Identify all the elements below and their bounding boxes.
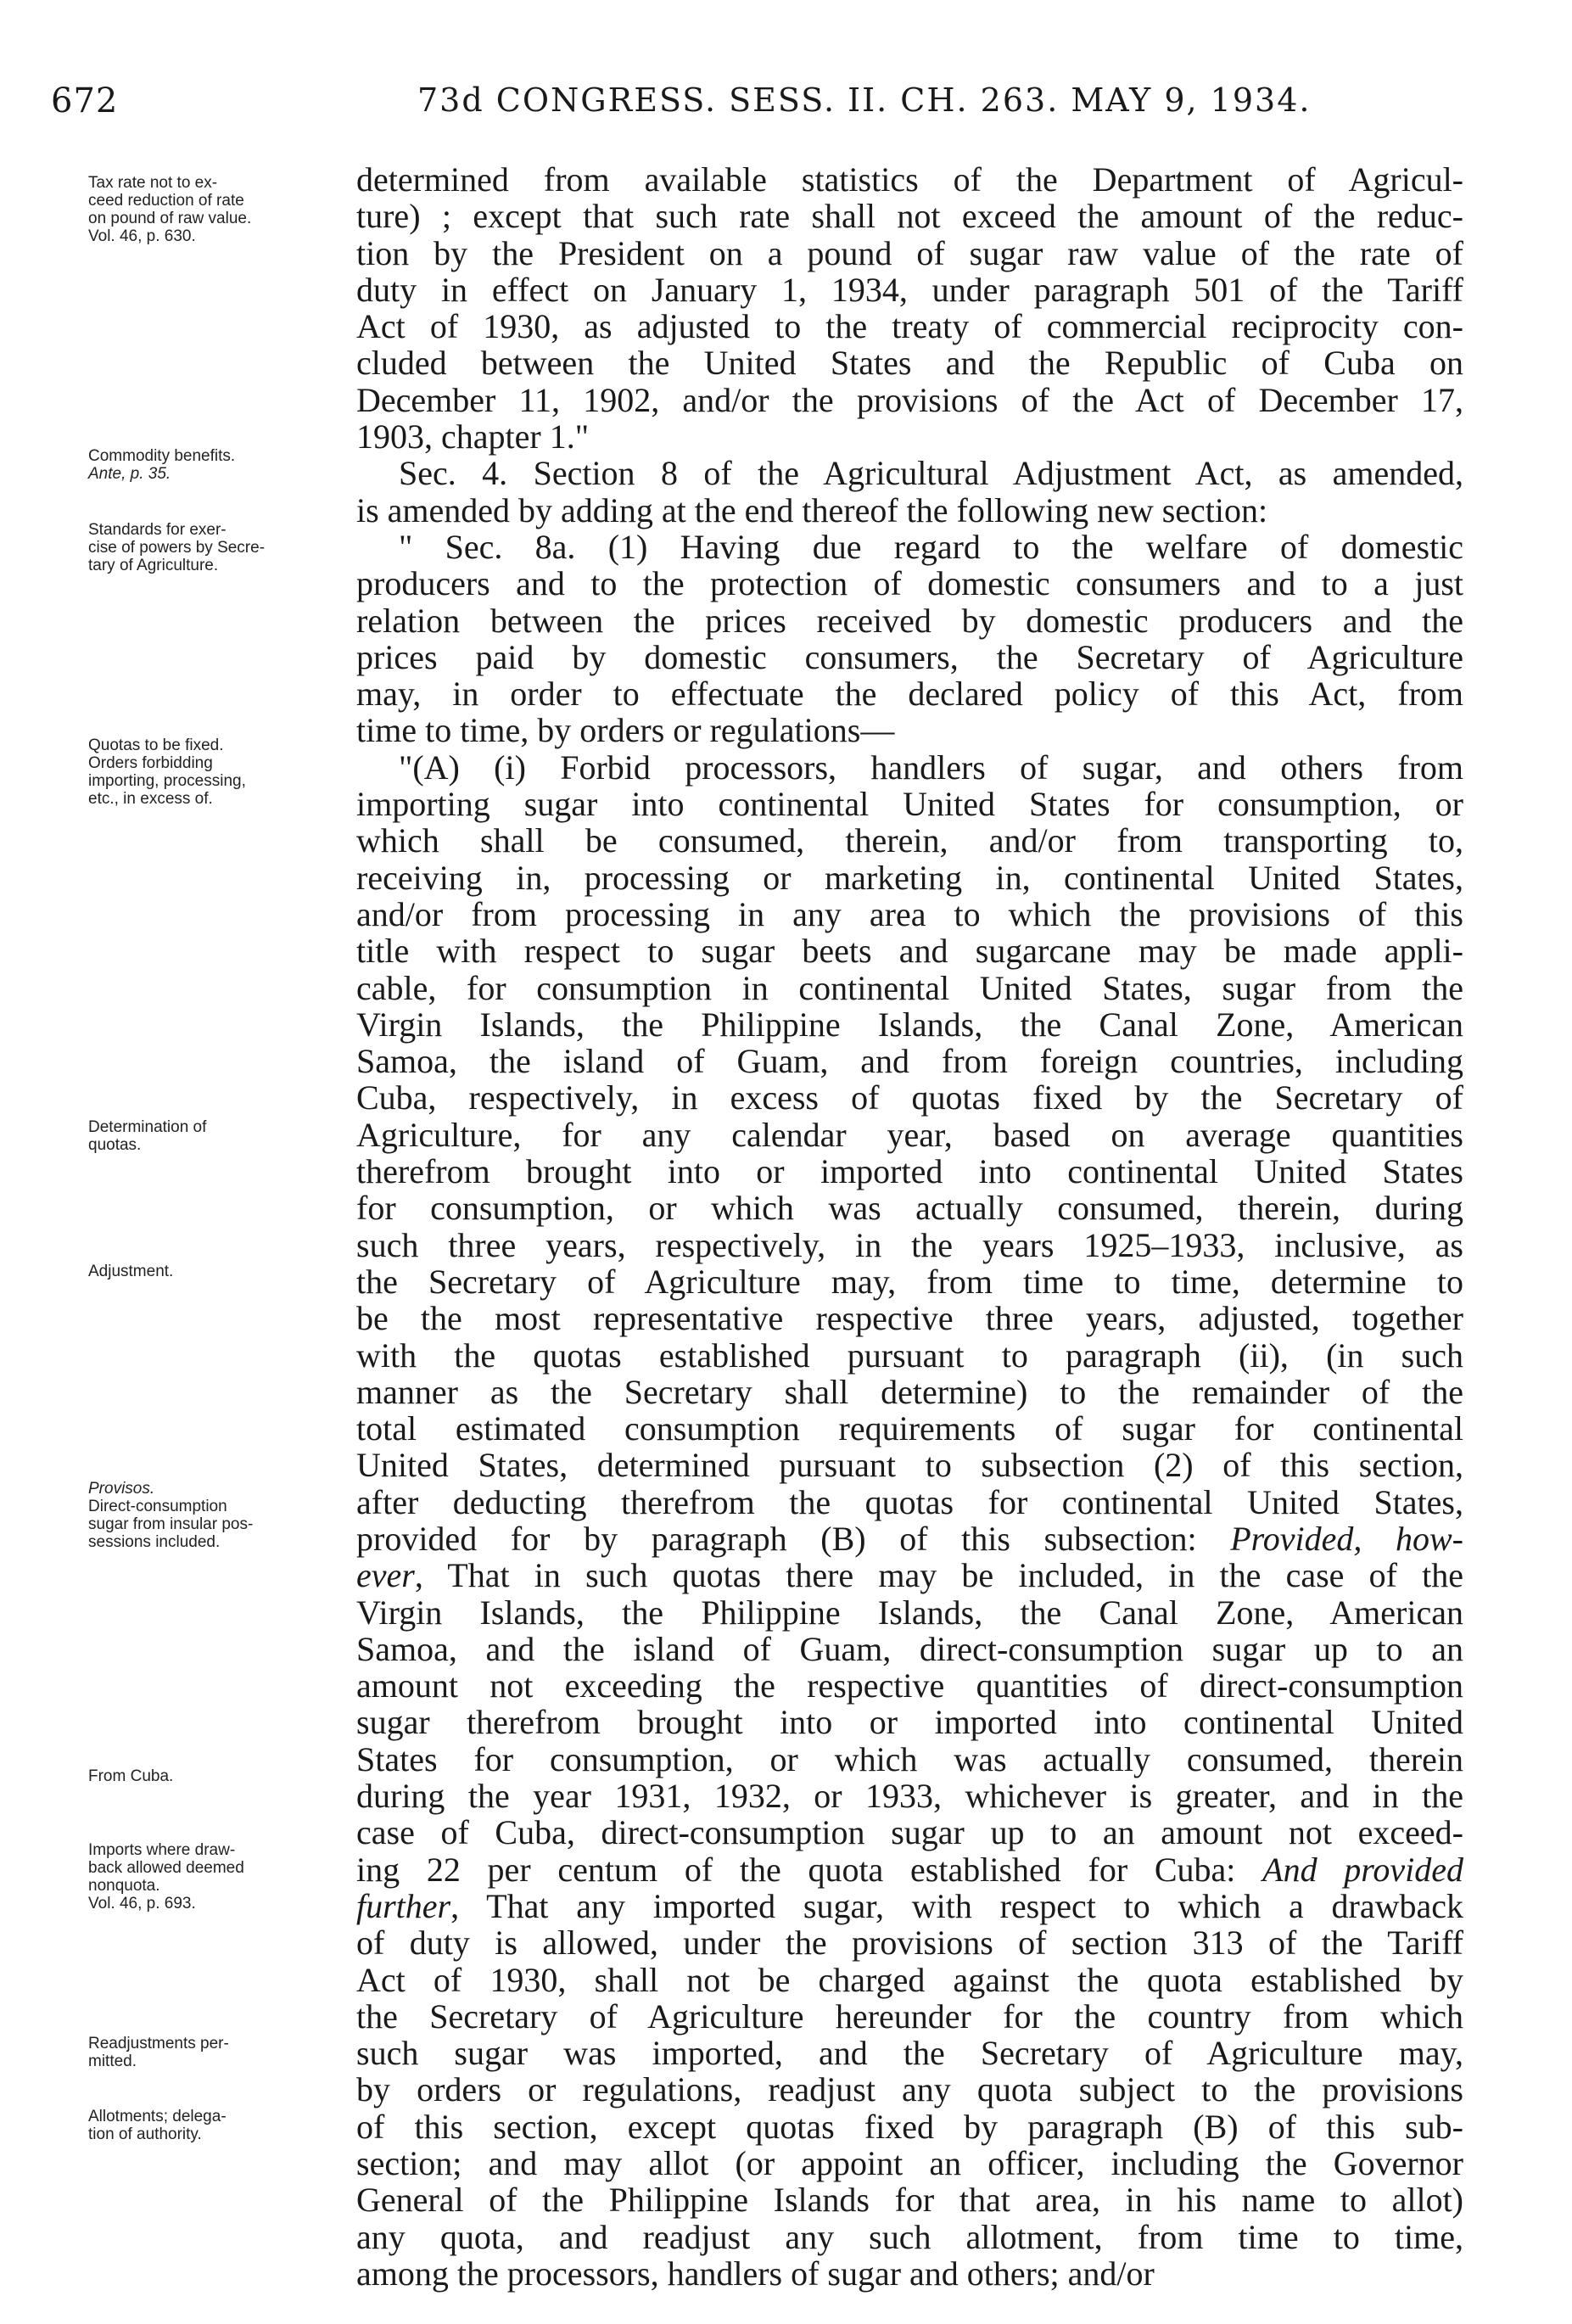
text-line: December 11, 1902, and/or the provisions of the Act of December 17,	[356, 380, 1463, 419]
text-line: after deducting therefrom the quotas for continental United States,	[356, 1482, 1463, 1521]
text-line: receiving in, processing or marketing in, continental United States,	[356, 858, 1463, 897]
margin-note-commodity-benefits	[88, 447, 343, 483]
margin-note-line: etc., in excess of.	[88, 790, 213, 808]
text-segment: ing 22 per centum of the quota established for Cuba:	[356, 1850, 1263, 1889]
running-head: 73d CONGRESS. SESS. II. CH. 263. MAY 9, 1934.	[417, 81, 1312, 119]
text-line: Samoa, the island of Guam, and from foreign countries, including	[356, 1042, 1463, 1081]
margin-note-line: Imports where draw-	[88, 1841, 236, 1859]
margin-note-from-cuba	[88, 1767, 343, 1785]
margin-note-line: on pound of raw value.	[88, 210, 252, 227]
text-line: of this section, except quotas fixed by paragraph (B) of this sub-	[356, 2107, 1463, 2146]
text-line: total estimated consumption requirements of sugar for continental	[356, 1409, 1463, 1448]
margin-note-line: Tax rate not to ex-	[88, 174, 218, 192]
italic-segment: And provided	[1262, 1850, 1464, 1889]
text-line: Sec. 4. Section 8 of the Agricultural Adjustment Act, as amended,	[399, 454, 1463, 493]
text-line: Virgin Islands, the Philippine Islands, the Canal Zone, American	[356, 1005, 1463, 1044]
text-line: duty in effect on January 1, 1934, under paragraph 501 of the Tariff	[356, 270, 1463, 309]
paragraph-subsection-a	[356, 749, 1463, 2292]
text-line: by orders or regulations, readjust any quota subject to the provisions	[356, 2070, 1463, 2109]
text-line-proviso	[356, 1520, 1463, 1557]
paragraph-section-4	[356, 455, 1463, 529]
margin-note-line: Allotments; delega-	[88, 2108, 227, 2125]
text-line: may, in order to effectuate the declared policy of this Act, from	[356, 675, 1463, 714]
text-line: such sugar was imported, and the Secretary of Agriculture may,	[356, 2034, 1463, 2073]
margin-note-line: Direct-consumption	[88, 1498, 227, 1515]
text-line: producers and to the protection of domestic consumers and to a just	[356, 564, 1463, 603]
text-line: among the processors, handlers of sugar and others; and/or	[356, 2254, 1155, 2293]
paragraph-section-8a	[356, 529, 1463, 749]
text-line: such three years, respectively, in the years 1925–1933, inclusive, as	[356, 1225, 1463, 1264]
margin-note-line: Standards for exer-	[88, 521, 227, 539]
text-segment: provided for by paragraph (B) of this subsection:	[356, 1519, 1231, 1558]
margin-note-line: Vol. 46, p. 630.	[88, 227, 196, 245]
text-line: time to time, by orders or regulations—	[356, 711, 895, 750]
margin-note-imports-drawback	[88, 1841, 343, 1912]
text-line: and/or from processing in any area to which the provisions of this	[356, 894, 1463, 933]
text-line: Cuba, respectively, in excess of quotas fixed by the Secretary of	[356, 1078, 1463, 1117]
paragraph-rate-limit	[356, 161, 1463, 455]
text-segment: , That in such quotas there may be included, in the case of the	[414, 1556, 1463, 1595]
statute-body	[356, 161, 1463, 2292]
margin-note-line: Orders forbidding	[88, 754, 213, 772]
text-line: tion by the President on a pound of sugar raw value of the rate of	[356, 233, 1463, 272]
text-segment: , That any imported sugar, with respect to which a drawback	[450, 1886, 1463, 1925]
margin-note-line: From Cuba.	[88, 1767, 174, 1785]
margin-note-quotas-fixed	[88, 736, 343, 808]
text-line: Samoa, and the island of Guam, direct-consumption sugar up to an	[356, 1629, 1463, 1668]
text-line: importing sugar into continental United States for consumption, or	[356, 785, 1463, 824]
margin-note-line: ceed reduction of rate	[88, 192, 244, 210]
text-line-provided	[356, 1851, 1463, 1888]
margin-note-readjustments	[88, 2035, 343, 2070]
margin-note-line: cise of powers by Secre-	[88, 539, 266, 557]
text-line: cluded between the United States and the Republic of Cuba on	[356, 344, 1463, 383]
text-line: relation between the prices received by domestic producers and the	[356, 601, 1463, 640]
text-line: determined from available statistics of the Department of Agricul-	[356, 160, 1463, 199]
text-line: title with respect to sugar beets and sugarcane may be made appli-	[356, 932, 1463, 971]
text-line: United States, determined pursuant to subsection (2) of this section,	[356, 1446, 1463, 1485]
margin-note-adjustment	[88, 1263, 343, 1280]
text-line: 1903, chapter 1."	[356, 417, 590, 456]
page-number: 672	[51, 81, 119, 120]
margin-note-determination	[88, 1118, 343, 1154]
text-line: General of the Philippine Islands for that area, in his name to allot)	[356, 2181, 1463, 2220]
text-line: which shall be consumed, therein, and/or from transporting to,	[356, 821, 1463, 860]
text-line: ture) ; except that such rate shall not exceed the amount of the reduc-	[356, 197, 1463, 236]
text-line: the Secretary of Agriculture may, from time to time, determine to	[356, 1262, 1463, 1301]
margin-note-line: Quotas to be fixed.	[88, 736, 224, 754]
margin-note-line: Ante, p. 35.	[88, 465, 171, 483]
margin-note-line: Provisos.	[88, 1480, 155, 1498]
text-line: Act of 1930, shall not be charged against the quota established by	[356, 1960, 1463, 1999]
margin-note-line: quotas.	[88, 1136, 142, 1154]
margin-note-line: Determination of	[88, 1118, 207, 1136]
text-line: case of Cuba, direct-consumption sugar up to an amount not exceed-	[356, 1813, 1463, 1852]
text-line-provided	[356, 1888, 1463, 1924]
text-line-proviso	[356, 1557, 1463, 1593]
text-line: with the quotas established pursuant to paragraph (ii), (in such	[356, 1336, 1463, 1375]
margin-note-line: Readjustments per-	[88, 2035, 229, 2052]
text-line: " Sec. 8a. (1) Having due regard to the welfare of domestic	[399, 527, 1463, 566]
text-line: "(A) (i) Forbid processors, handlers of sugar, and others from	[399, 748, 1463, 787]
text-line: during the year 1931, 1932, or 1933, whichever is greater, and in the	[356, 1777, 1463, 1816]
italic-segment: further	[356, 1886, 451, 1925]
margin-note-line: tary of Agriculture.	[88, 557, 219, 574]
margin-note-line: back allowed deemed	[88, 1859, 244, 1877]
margin-note-line: mitted.	[88, 2052, 137, 2070]
text-line: section; and may allot (or appoint an officer, including the Governor	[356, 2144, 1463, 2183]
margin-note-line: tion of authority.	[88, 2125, 202, 2143]
text-line: of duty is allowed, under the provisions of section 313 of the Tariff	[356, 1924, 1463, 1963]
margin-note-line: Adjustment.	[88, 1263, 174, 1280]
text-line: prices paid by domestic consumers, the Secretary of Agriculture	[356, 637, 1463, 676]
text-line: manner as the Secretary shall determine) to the remainder of the	[356, 1372, 1463, 1411]
margin-note-line: Vol. 46, p. 693.	[88, 1895, 196, 1912]
text-line: therefrom brought into or imported into continental United States	[356, 1152, 1463, 1191]
margin-note-provisos	[88, 1480, 343, 1551]
margin-note-line: nonquota.	[88, 1877, 160, 1895]
text-line: any quota, and readjust any such allotment, from time to time,	[356, 2217, 1463, 2256]
text-line: Agriculture, for any calendar year, based on average quantities	[356, 1115, 1463, 1154]
text-line: is amended by adding at the end thereof the following new section:	[356, 490, 1268, 529]
italic-segment: ever	[356, 1556, 415, 1595]
text-line: Act of 1930, as adjusted to the treaty of commercial reciprocity con-	[356, 307, 1463, 346]
italic-segment: Provided, how-	[1230, 1519, 1463, 1558]
text-line: for consumption, or which was actually consumed, therein, during	[356, 1189, 1463, 1228]
text-line: amount not exceeding the respective quantities of direct-consumption	[356, 1666, 1463, 1705]
text-line: sugar therefrom brought into or imported into continental United	[356, 1703, 1463, 1742]
margin-note-tax-rate	[88, 174, 343, 245]
margin-note-line: Commodity benefits.	[88, 447, 236, 465]
margin-note-line: sessions included.	[88, 1533, 221, 1551]
margin-note-allotments	[88, 2108, 343, 2143]
text-line: be the most representative respective three years, adjusted, together	[356, 1299, 1463, 1338]
page-header	[51, 81, 1521, 132]
text-line: States for consumption, or which was actually consumed, therein	[356, 1739, 1463, 1778]
text-line: Virgin Islands, the Philippine Islands, the Canal Zone, American	[356, 1593, 1463, 1632]
margin-note-standards	[88, 521, 343, 574]
margin-note-line: importing, processing,	[88, 772, 246, 790]
text-line: the Secretary of Agriculture hereunder for the country from which	[356, 1996, 1463, 2036]
margin-note-line: sugar from insular pos-	[88, 1515, 254, 1533]
text-line: cable, for consumption in continental United States, sugar from the	[356, 968, 1463, 1007]
